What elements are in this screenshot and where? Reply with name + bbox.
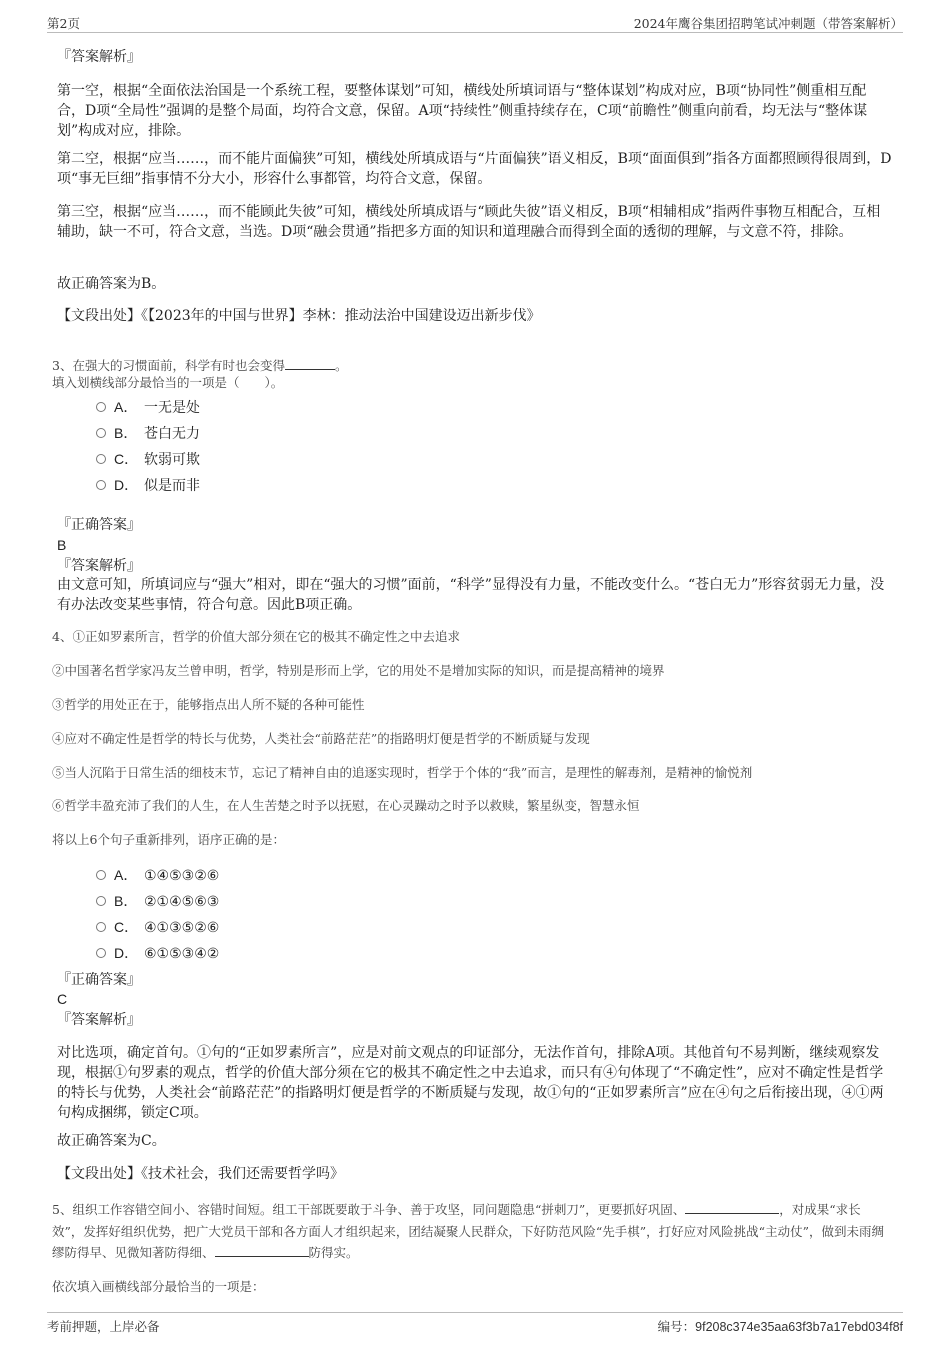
q3-answer-title: 『正确答案』 xyxy=(57,517,141,533)
q2-analysis-para2: 第二空，根据“应当……，而不能片面偏狭”可知，横线处所填成语与“片面偏狭”语义相反，B项“面面俱到”指各方面都照顾得很周到，D项“事无巨细”指事情不分大小，形容什么事都管，均符合文意，保留。 xyxy=(57,151,892,187)
page-footer xyxy=(47,1312,903,1333)
radio-icon[interactable] xyxy=(96,454,106,464)
q4-answer: C xyxy=(57,991,68,1007)
q2-analysis-para3: 第三空，根据“应当……，而不能顾此失彼”可知，横线处所填成语与“顾此失彼”语义相反，B项“相辅相成”指两件事物互相配合，互相辅助，缺一不可，符合文意，当选。D项“融会贯通”指把多方面的知识和道理融合而得到全面的透彻的理解，与文意不符，排除。 xyxy=(57,204,881,240)
q3-analysis-title: 『答案解析』 xyxy=(57,558,141,574)
q4-source: 【文段出处】《技术社会，我们还需要哲学吗》 xyxy=(57,1166,344,1182)
q3-option-d[interactable]: D． 似是而非 xyxy=(96,475,200,496)
footer-code: 编号：9f208c374e35aa63f3b7a17ebd034f8f xyxy=(657,1320,903,1334)
q2-analysis-para1: 第一空，根据“全面依法治国是一个系统工程，要整体谋划”可知，横线处所填词语与“整体谋划”构成对应，B项“协同性”侧重相互配合，D项“全局性”强调的是整个局面，均符合文意，保留。A项“持续性”侧重持续存在，C项“前瞻性”侧重向前看，均无法与“整体谋划”构成对应，排除。 xyxy=(57,83,868,139)
q4-sentence-3: ③哲学的用处正在于，能够指点出人所不疑的各种可能性 xyxy=(52,697,365,712)
q4-analysis: 对比选项，确定首句。①句的“正如罗素所言”，应是对前文观点的印证部分，无法作首句，排除A项。其他首句不易判断，继续观察发现，根据①句罗素的观点，哲学的价值大部分须在它的极其不确定性之中去追求，而只有④句体现了“不确定性”，应对不确定性是哲学的特长与优势，人类社会“前路茫茫”的指路明灯便是哲学的不断质疑与发现，故①句的“正如罗素所言”应在④句之后衔接出现，④①两句构成捆绑，锁定C项。 xyxy=(57,1045,884,1121)
q2-source: 【文段出处】《【2023年的中国与世界】李林：推动法治中国建设迈出新步伐》 xyxy=(57,308,541,324)
q3-instruction: 填入划横线部分最恰当的一项是（ ）。 xyxy=(52,375,284,390)
radio-icon[interactable] xyxy=(96,480,106,490)
document-title: 2024年鹰谷集团招聘笔试冲刺题（带答案解析） xyxy=(633,16,903,31)
q4-sentence-6: ⑥哲学丰盈充沛了我们的人生，在人生苦楚之时予以抚慰，在心灵躁动之时予以救赎，繁星纵变，智慧永恒 xyxy=(52,798,640,813)
radio-icon[interactable] xyxy=(96,896,106,906)
q4-sentence-4: ④应对不确定性是哲学的特长与优势，人类社会“前路茫茫”的指路明灯便是哲学的不断质疑与发现 xyxy=(52,731,590,746)
radio-icon[interactable] xyxy=(96,870,106,880)
q5-stem: 5、组织工作容错空间小、容错时间短。组工干部既要敢于斗争、善于攻坚，同问题隐患“拼刺刀”，更要抓好巩固、 ，对成果“求长效”，发挥好组织优势，把广大党员干部和各方面人才组织起来，团结凝聚人民群众，下好防范风险“先手棋”，打好应对风险挑战“主动仗”，做到未雨绸缪防得早、见微知著防得细、 防得实。 xyxy=(52,1199,892,1264)
q3-stem xyxy=(52,355,892,375)
q2-analysis-title: 『答案解析』 xyxy=(57,49,141,65)
q4-conclusion: 故正确答案为C。 xyxy=(57,1133,166,1149)
q5-instruction: 依次填入画横线部分最恰当的一项是： xyxy=(52,1279,265,1294)
q5-blank-1 xyxy=(685,1199,779,1214)
q3-stem-end: 。 xyxy=(334,358,348,373)
q4-instruction: 将以上6个句子重新排列，语序正确的是： xyxy=(52,832,285,847)
q3-answer: B xyxy=(57,537,67,553)
page-number: 第2页 xyxy=(47,16,80,31)
q4-sentence-1: 4、①正如罗素所言，哲学的价值大部分须在它的极其不确定性之中去追求 xyxy=(52,629,460,644)
q3-option-a[interactable]: A． 一无是处 xyxy=(96,397,200,418)
q2-conclusion: 故正确答案为B。 xyxy=(57,276,166,292)
q3-stem-text: 3、在强大的习惯面前，科学有时也会变得 xyxy=(52,358,285,373)
q4-sentence-2: ②中国著名哲学家冯友兰曾申明，哲学，特别是形而上学，它的用处不是增加实际的知识，而是提高精神的境界 xyxy=(52,663,665,678)
q4-option-c[interactable]: C． ④①③⑤②⑥ xyxy=(96,917,219,938)
page-header xyxy=(47,10,903,33)
radio-icon[interactable] xyxy=(96,948,106,958)
footer-slogan: 考前押题，上岸必备 xyxy=(47,1319,160,1334)
radio-icon[interactable] xyxy=(96,402,106,412)
q4-option-b[interactable]: B． ②①④⑤⑥③ xyxy=(96,891,219,912)
q4-sentence-5: ⑤当人沉陷于日常生活的细枝末节，忘记了精神自由的追逐实现时，哲学于个体的“我”而言，是理性的解毒剂，是精神的愉悦剂 xyxy=(52,765,753,780)
q5-blank-2 xyxy=(215,1242,309,1257)
q3-option-c[interactable]: C． 软弱可欺 xyxy=(96,449,200,470)
q3-option-b[interactable]: B． 苍白无力 xyxy=(96,423,200,444)
q4-option-d[interactable]: D． ⑥①⑤③④② xyxy=(96,943,219,964)
radio-icon[interactable] xyxy=(96,922,106,932)
radio-icon[interactable] xyxy=(96,428,106,438)
q4-analysis-title: 『答案解析』 xyxy=(57,1012,141,1028)
q3-analysis: 由文意可知，所填词应与“强大”相对，即在“强大的习惯”面前，“科学”显得没有力量，不能改变什么。“苍白无力”形容贫弱无力量，没有办法改变某些事情，符合句意。因此B项正确。 xyxy=(57,577,885,613)
q3-blank xyxy=(285,355,335,370)
q4-answer-title: 『正确答案』 xyxy=(57,972,141,988)
q4-option-a[interactable]: A． ①④⑤③②⑥ xyxy=(96,865,219,886)
